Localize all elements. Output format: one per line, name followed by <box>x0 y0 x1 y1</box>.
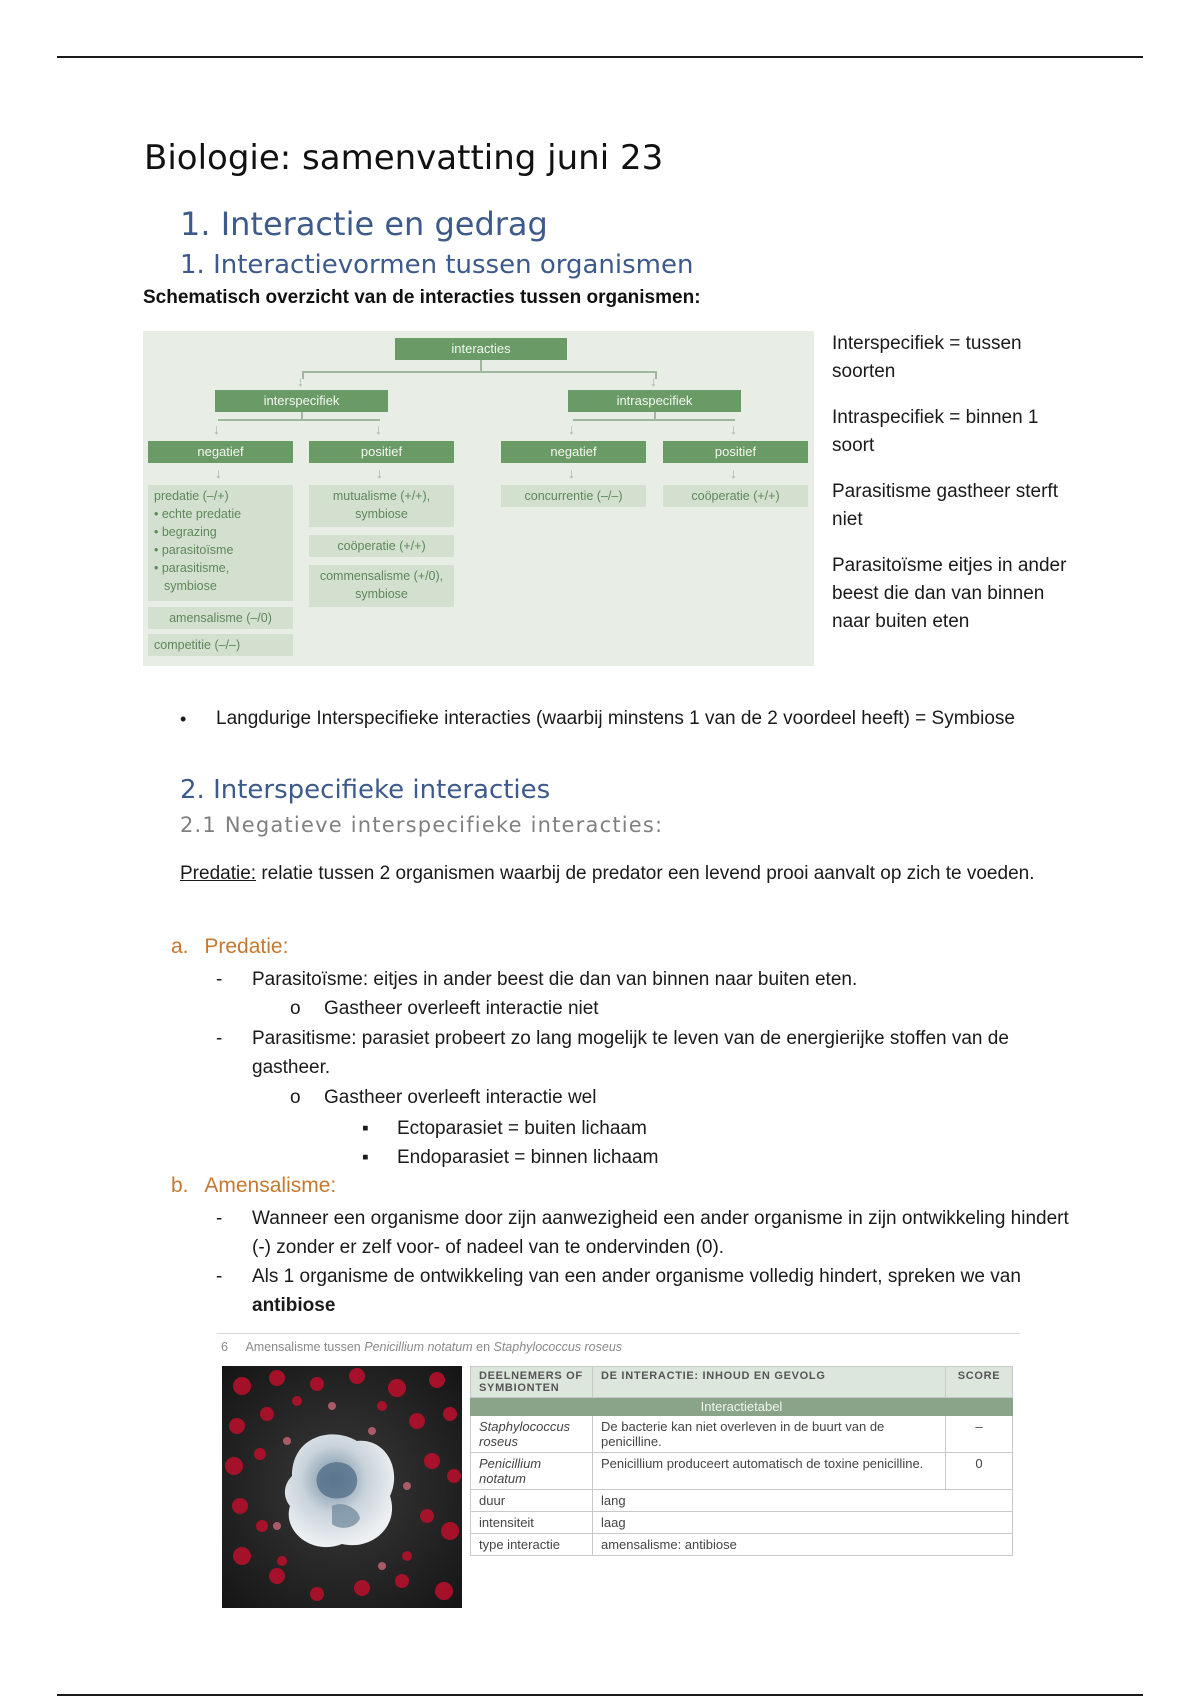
arrow-down-icon: ↓ <box>376 465 383 481</box>
table-header: SCORE <box>946 1367 1013 1398</box>
list-b-item: Wanneer een organisme door zijn aanwezigheid een ander organisme in zijn ontwikkeling hindert (-) zonder er zelf voor- of nadeel van te ondervinden (0). <box>252 1208 1069 1258</box>
schema-predatie-line: symbiose <box>164 579 217 593</box>
schema-predatie <box>148 485 293 601</box>
schema-inter-negatief: negatief <box>148 441 293 463</box>
top-rule <box>57 56 1143 58</box>
definition-label: Predatie: <box>180 863 257 884</box>
connector <box>301 412 303 420</box>
table-cell-score: 0 <box>946 1453 1013 1490</box>
schema-commensalisme <box>309 565 454 607</box>
schema-predatie-line: predatie (–/+) <box>154 489 229 503</box>
species-name: Penicillium notatum <box>479 1456 542 1486</box>
arrow-down-icon: ↓ <box>730 465 737 481</box>
caption-species: Staphylococcus roseus <box>493 1340 623 1354</box>
heading-1-number: 1. <box>180 205 211 243</box>
table-header: DEELNEMERS OF SYMBIONTEN <box>471 1367 593 1398</box>
species-name: Staphylococcus roseus <box>479 1419 571 1449</box>
dash-marker: - <box>216 1266 223 1287</box>
schema-cooperatie: coöperatie (+/+) <box>309 535 454 557</box>
figure-caption <box>221 1340 622 1354</box>
petri-dish-photo <box>222 1366 462 1608</box>
arrow-down-icon: ↓ <box>375 421 382 437</box>
table-cell: Penicillium produceert automatisch de toxine penicilline. <box>593 1453 946 1490</box>
heading-1-sub: 1. Interactievormen tussen organismen <box>180 250 694 280</box>
table-header-row <box>471 1367 1013 1398</box>
list-a-subsubitem: Ectoparasiet = buiten lichaam <box>397 1118 647 1139</box>
table-caption: Interactietabel <box>471 1398 1013 1416</box>
arrow-down-icon: ↓ <box>213 421 220 437</box>
arrow-down-icon: ↓ <box>568 465 575 481</box>
connector <box>480 359 482 372</box>
list-b-title: Amensalisme: <box>204 1174 337 1197</box>
list-a-heading <box>171 935 288 959</box>
schema-commensalisme-line: symbiose <box>355 587 408 601</box>
schema-intra-positief: positief <box>663 441 808 463</box>
heading-1-text: Interactie en gedrag <box>220 205 548 243</box>
table-row <box>471 1416 1013 1453</box>
table-row <box>471 1490 1013 1512</box>
bottom-rule <box>57 1694 1143 1696</box>
side-notes <box>832 330 1072 654</box>
list-b-letter: b. <box>171 1174 189 1197</box>
arrow-down-icon: ↓ <box>215 465 222 481</box>
schema-commensalisme-line: commensalisme (+/0), <box>319 569 444 583</box>
arrow-down-icon: ↓ <box>297 373 304 389</box>
schema-inter-positief: positief <box>309 441 454 463</box>
list-b-item <box>252 1262 1052 1320</box>
list-a-subitem: Gastheer overleeft interactie niet <box>324 998 599 1019</box>
list-b-heading <box>171 1174 336 1198</box>
table-cell: De bacterie kan niet overleven in de buurt van de penicilline. <box>593 1416 946 1453</box>
penicillium-colony-illustration <box>222 1366 462 1608</box>
dash-marker: - <box>216 1208 223 1229</box>
side-note: Interspecifiek = tussen soorten <box>832 333 1022 382</box>
list-a-subsubitem: Endoparasiet = binnen lichaam <box>397 1147 659 1168</box>
list-a-item: Parasitisme: parasiet probeert zo lang mogelijk te leven van de energierijke stoffen van de gastheer. <box>252 1028 1009 1078</box>
table-header: DE INTERACTIE: INHOUD EN GEVOLG <box>593 1367 946 1398</box>
side-note: Parasitisme gastheer sterft niet <box>832 481 1058 530</box>
symbiose-bullet <box>180 705 1030 733</box>
connector <box>302 371 656 373</box>
circle-marker: o <box>290 998 301 1019</box>
arrow-down-icon: ↓ <box>650 373 657 389</box>
table-cell: lang <box>593 1490 1013 1512</box>
schema-mutualisme-line: mutualisme (+/+), <box>332 489 431 503</box>
table-cell: intensiteit <box>471 1512 593 1534</box>
schema-predatie-line: • echte predatie <box>154 507 242 521</box>
table-row <box>471 1512 1013 1534</box>
list-a-title: Predatie: <box>204 935 289 958</box>
definition-text: relatie tussen 2 organismen waarbij de predator een levend prooi aanvalt op zich te voeden. <box>256 863 1035 884</box>
caption-text: en <box>472 1340 494 1354</box>
table-cell: duur <box>471 1490 593 1512</box>
table-cell <box>471 1453 593 1490</box>
schema-predatie-line: • parasitoïsme <box>154 543 234 557</box>
schema-amensalisme: amensalisme (–/0) <box>148 607 293 629</box>
table-cell-score: – <box>946 1416 1013 1453</box>
table-cell: laag <box>593 1512 1013 1534</box>
schema-intraspecifiek: intraspecifiek <box>568 390 741 412</box>
schema-mutualisme-line: symbiose <box>355 507 408 521</box>
schema-intro: Schematisch overzicht van de interacties tussen organismen: <box>143 287 701 308</box>
table-cell: amensalisme: antibiose <box>593 1534 1013 1556</box>
table-row <box>471 1534 1013 1556</box>
document-title: Biologie: samenvatting juni 23 <box>144 138 664 178</box>
schema-cooperatie-intra: coöperatie (+/+) <box>663 485 808 507</box>
schema-mutualisme <box>309 485 454 527</box>
connector <box>654 412 656 420</box>
list-a-letter: a. <box>171 935 189 958</box>
circle-marker: o <box>290 1087 301 1108</box>
schema-concurrentie: concurrentie (–/–) <box>501 485 646 507</box>
square-marker: ▪ <box>362 1147 369 1168</box>
list-b-item-text: Als 1 organisme de ontwikkeling van een ander organisme volledig hindert, spreken we van <box>252 1266 1021 1287</box>
interaction-table <box>470 1366 1013 1556</box>
table-row <box>471 1453 1013 1490</box>
schema-interspecifiek: interspecifiek <box>215 390 388 412</box>
connector <box>218 419 380 421</box>
heading-1 <box>180 205 548 243</box>
schema-intra-negatief: negatief <box>501 441 646 463</box>
caption-text: Amensalisme tussen <box>245 1340 365 1354</box>
list-a-subitem: Gastheer overleeft interactie wel <box>324 1087 597 1108</box>
side-note: Intraspecifiek = binnen 1 soort <box>832 407 1039 456</box>
schema-root: interacties <box>395 338 567 360</box>
arrow-down-icon: ↓ <box>568 421 575 437</box>
table-cell <box>471 1416 593 1453</box>
dash-marker: - <box>216 969 223 990</box>
figure-divider <box>217 1333 1020 1334</box>
schema-predatie-line: • parasitisme, <box>154 561 230 575</box>
heading-2: 2. Interspecifieke interacties <box>180 775 551 805</box>
side-note: Parasitoïsme eitjes in ander beest die dan van binnen naar buiten eten <box>832 555 1067 632</box>
table-cell: type interactie <box>471 1534 593 1556</box>
schema-competitie: competitie (–/–) <box>148 634 293 656</box>
list-a-item: Parasitoïsme: eitjes in ander beest die dan van binnen naar buiten eten. <box>252 969 858 990</box>
arrow-down-icon: ↓ <box>730 421 737 437</box>
bullet-marker: • <box>180 709 187 729</box>
antibiose-term: antibiose <box>252 1295 336 1316</box>
square-marker: ▪ <box>362 1118 369 1139</box>
schema-predatie-line: • begrazing <box>154 525 217 539</box>
figure-number: 6 <box>221 1340 228 1354</box>
heading-2-1: 2.1 Negatieve interspecifieke interacties: <box>180 813 664 837</box>
dash-marker: - <box>216 1028 223 1049</box>
caption-species: Penicillium notatum <box>364 1340 473 1354</box>
interaction-schema <box>143 331 814 666</box>
predatie-definition <box>180 859 1060 889</box>
bullet-text: Langdurige Interspecifieke interacties (waarbij minstens 1 van de 2 voordeel heeft) = Symbiose <box>216 708 1015 729</box>
